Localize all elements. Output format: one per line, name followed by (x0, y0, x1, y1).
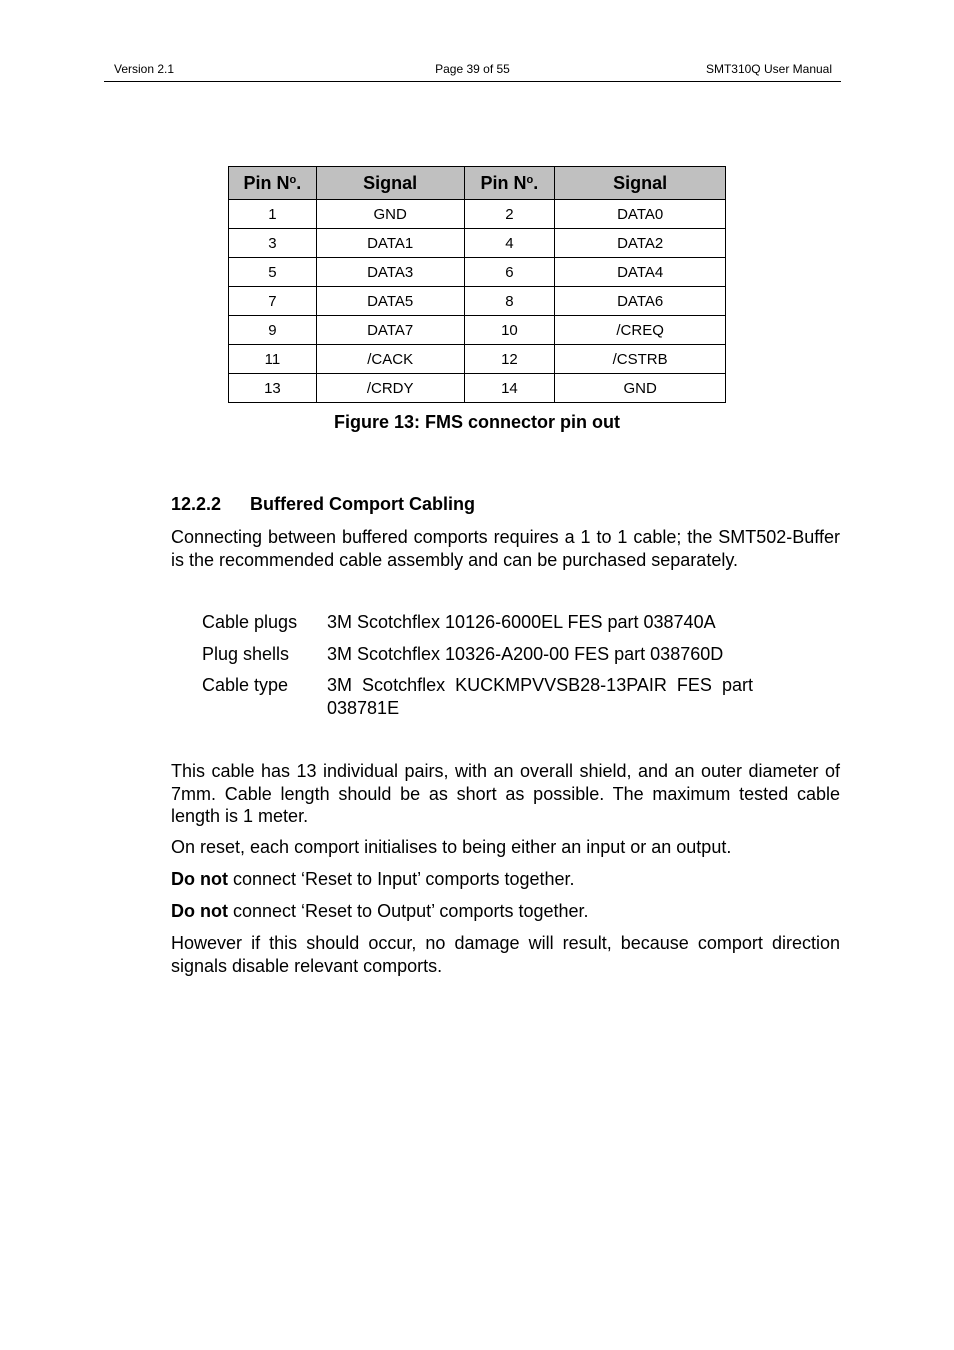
table-cell: 8 (464, 287, 555, 316)
warning-emphasis: Do not (171, 901, 228, 921)
col-header-pin: Pin $N^o$. (229, 167, 317, 200)
spec-row-cable-plugs (202, 611, 762, 634)
table-row (229, 345, 726, 374)
page-header (104, 61, 841, 82)
table-cell: /CREQ (555, 316, 726, 345)
spec-label: Plug shells (202, 643, 290, 664)
table-cell: 13 (229, 374, 317, 403)
table-cell: DATA7 (316, 316, 464, 345)
intro-paragraph: Connecting between buffered comports requires a 1 to 1 cable; the SMT502-Buffer is the recommended cable assembly and can be purchased separately. (171, 527, 840, 570)
section-title: Buffered Comport Cabling (250, 494, 475, 514)
table-cell: 7 (229, 287, 317, 316)
spec-value: 3M Scotchflex 10126-6000EL FES part 038740A (327, 612, 716, 632)
table-cell: 10 (464, 316, 555, 345)
spec-label: Cable plugs (202, 612, 298, 632)
table-row (229, 374, 726, 403)
spec-label: Cable type (202, 675, 289, 695)
table-row (229, 229, 726, 258)
table-cell: 2 (464, 200, 555, 229)
figure-caption: Figure 13: FMS connector pin out (333, 412, 620, 432)
table-cell: 5 (229, 258, 317, 287)
table-cell: DATA5 (316, 287, 464, 316)
table-cell: GND (316, 200, 464, 229)
table-cell: GND (555, 374, 726, 403)
cable-description-paragraph: This cable has 13 individual pairs, with an overall shield, and an outer diameter of 7mm. Cable length should be as short as possible. The maximum tested cable length is 1 meter. (171, 761, 840, 826)
table-cell: DATA2 (555, 229, 726, 258)
table-cell: 9 (229, 316, 317, 345)
section-heading (171, 494, 475, 515)
spec-row-cable-type (202, 674, 762, 719)
col-header-signal: Signal (316, 167, 464, 200)
spec-value: 3M Scotchflex 10326-A200-00 FES part 038760D (327, 643, 724, 664)
table-cell: DATA1 (316, 229, 464, 258)
table-cell: DATA3 (316, 258, 464, 287)
header-version: Version 2.1 (114, 62, 175, 76)
reset-paragraph: On reset, each comport initialises to being either an input or an output. (171, 837, 732, 857)
section-number: 12.2.2 (171, 494, 222, 514)
table-row (229, 316, 726, 345)
header-doc-title: SMT310Q User Manual (705, 62, 832, 76)
spec-value: 3M Scotchflex KUCKMPVVSB28-13PAIR FES part 038781E (327, 675, 753, 718)
table-row (229, 258, 726, 287)
cable-spec-list (202, 611, 762, 728)
table-cell: 4 (464, 229, 555, 258)
spec-row-plug-shells (202, 643, 762, 666)
table-row (229, 200, 726, 229)
table-cell: DATA6 (555, 287, 726, 316)
table-cell: 12 (464, 345, 555, 374)
table-cell: DATA4 (555, 258, 726, 287)
warning-reset-input: Do not connect ‘Reset to Input’ comports together. (171, 869, 575, 889)
table-cell: DATA0 (555, 200, 726, 229)
table-cell: /CACK (316, 345, 464, 374)
table-cell: 3 (229, 229, 317, 258)
table-cell: 1 (229, 200, 317, 229)
pinout-table (228, 166, 726, 403)
however-paragraph: However if this should occur, no damage will result, because comport direction signals disable relevant comports. (171, 933, 840, 976)
header-page-number: Page 39 of 55 (435, 62, 510, 76)
col-header-pin: Pin $N^o$. (464, 167, 555, 200)
table-cell: /CSTRB (555, 345, 726, 374)
table-header-row (229, 167, 726, 200)
table-cell: 14 (464, 374, 555, 403)
table-cell: /CRDY (316, 374, 464, 403)
warning-emphasis: Do not (171, 869, 228, 889)
table-cell: 6 (464, 258, 555, 287)
table-row (229, 287, 726, 316)
table-cell: 11 (229, 345, 317, 374)
col-header-signal: Signal (555, 167, 726, 200)
warning-reset-output: Do not connect ‘Reset to Output’ comports together. (171, 901, 589, 921)
